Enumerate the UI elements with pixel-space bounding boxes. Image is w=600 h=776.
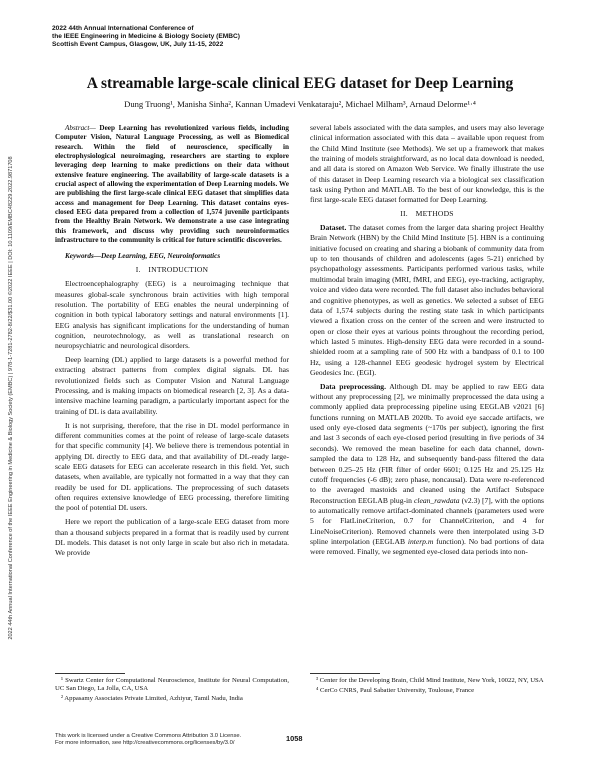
footnote: ¹ Swartz Center for Computational Neuroscience, Institute for Neural Computation, UC San Diego, La Jolla, CA, USA [55, 677, 289, 693]
paragraph-text: Although DL may be applied to raw EEG data without any preprocessing [2], we minimally preprocessed the data using a commonly applied data preprocessing pipeline using EEGLAB v2021 [6] functions running on MATLAB 2020b. To avoid eye saccade artifacts, we used only eye-closed data segments (~170s per subject), ignoring the first and last 3 seconds of each eye-closed period (resulting in five periods of 34 seconds). We removed the mean baseline for each data channel, down-sampled the data to 128 Hz, and subsequently band-pass filtered the data between 0.25–25 Hz (FIR filter of order 6601; 0.125 Hz and 25.125 Hz cutoff frequencies (-6 dB); zero phase, noncausal). Data were re-referenced to the averaged mastoids and cleaned using the Artifact Subspace Reconstruction EEGLAB plug-in [310, 381, 544, 505]
conference-header-line: 2022 44th Annual International Conference of [52, 25, 194, 32]
abstract-text: Deep Learning has revolutionized various fields, including Computer Vision, Natural Language Processing, as well as Biomedical research. Within the field of neuroscience, specifically in electrophysiological neuroimaging, researchers are starting to explore leveraging deep learning to make predictions on their data without extensive feature engineering. The availability of large-scale datasets is a crucial aspect of allowing the experimentation of Deep Learning models. We are publishing the first large-scale clinical EEG dataset that simplifies data access and management for Deep Learning. This dataset contains eyes-closed EEG data prepared from a collection of 1,574 juvenile participants from the Healthy Brain Network. We demonstrate a use case integrating this framework, and discuss why providing such neuroinformatics infrastructure to the community is critical for future scientific discoveries. [55, 124, 289, 245]
author-list: Dung Truong¹, Manisha Sinha², Kannan Umadevi Venkataraju², Michael Milham³, Arnaud Delorme¹·⁴ [124, 99, 476, 109]
footnote: ³ Center for the Developing Brain, Child Mind Institute, New York, 10022, NY, USA [316, 677, 544, 684]
paragraph-text: The dataset comes from the larger data sharing project Healthy Brain Network (HBN) by the Child Mind Institute [5]. HBN is a continuing initiative focused on creating and sharing a biobank of community data from up to ten thousands of children and adolescents (ages 5-21) enriched by psychopathology assessments. Participants performed various tasks, while multimodal brain imaging (MRI, fMRI, and EEG), eye-tracking, actigraphy, voice and video data were recorded. The full dataset also includes behavioral and cognitive phenotypes, as well as genetics. We selected a subset of EEG data of 1,574 subjects during the resting state task in which participants viewed a fixation cross on the center of the screen and were instructed to open or close their eyes at various points throughout the recording period, which lasted 5 minutes. High-density EEG data were recorded in a sound-shielded room at a sampling rate of 500 Hz with a bandpass of 0.1 to 100 Hz, using a 128-channel EEG geodesic hydrogel system by Electrical Geodesics Inc. (EGI). [310, 223, 544, 377]
paper-title: A streamable large-scale clinical EEG dataset for Deep Learning [86, 75, 514, 92]
license-line: This work is licensed under a Creative Commons Attribution 3.0 License. [55, 733, 242, 739]
paragraph-text: (v2.3) [7], with the options to automatically remove artifact-dominated channels (parameters used were 5 for FlatLineCriterion, 0.7 for ChannelCriterion, and 4 for LineNoiseCriterion). Removed channels were then interpolated using 3-D spline interpolation (EEGLAB [310, 495, 544, 546]
section-heading-introduction: I. INTRODUCTION [135, 265, 209, 275]
preprocessing-paragraph [310, 382, 544, 558]
body-paragraph: Here we report the publication of a large-scale EEG dataset from more than a thousand subjects prepared in a format that is readily used by current DL models. This dataset is not only large in scale but also rich in metadata. We provide [55, 517, 289, 558]
footnotes-right [310, 677, 544, 697]
body-paragraph: Deep learning (DL) applied to large datasets is a powerful method for extracting abstract patterns from complex digital signals. DL has revolutionized fields such as Computer Vision and Natural Language Processing, and is making impacts on biomedical research [2, 3]. As a data-intensive machine learning paradigm, a particularly important aspect for the training of DL is data availability. [55, 355, 289, 416]
paragraph-text: function). No bad portions of data were removed. Finally, we segmented eye-closed data periods into non- [310, 536, 544, 557]
section-heading-methods: II. METHODS [400, 209, 454, 219]
body-paragraph: It is not surprising, therefore, that the rise in DL model performance in different communities comes at the point of release of large-scale datasets for that specific community [4]. We believe there is tremendous potential in applying DL directly to EEG data, and that availability of DL-ready large-scale EEG datasets for EEG can accelerate research in this field. Yet, such datasets, when available, are typically not formatted in a way that they can readily be used for DL applications. The preprocessing of such datasets often requires extensive knowledge of EEG processing, therefore limiting the pool of potential DL users. [55, 420, 289, 513]
body-paragraph: Electroencephalography (EEG) is a neuroimaging technique that measures global-scale synchronous brain activities with high temporal resolution. The portability of EEG enables the neural underpinning of cognition in both typical laboratory settings and natural environments [1]. EEG analysis has significant implications for the understanding of human cognition, neurotechnology, as well as translational research on neuropsychiatric and neurological disorders. [55, 279, 289, 351]
footnotes-left [55, 677, 289, 705]
italic-term: clean_rawdata [413, 495, 460, 505]
dataset-paragraph [310, 223, 544, 378]
abstract-label: Abstract— [65, 124, 96, 132]
footnote: ² Appasamy Associates Private Limited, Azhiyur, Tamil Nadu, India [61, 695, 243, 703]
runin-heading: Dataset. [320, 223, 347, 233]
italic-term: interp.m [407, 536, 434, 546]
abstract [55, 124, 289, 245]
page-number: 1058 [286, 734, 303, 743]
left-column [55, 124, 289, 562]
keywords: Keywords—Deep Learning, EEG, Neuroinformatics [65, 252, 221, 261]
footnote-rule [55, 673, 125, 674]
body-paragraph: several labels associated with the data samples, and users may also leverage clinical information associated with this data – available upon request from the Child Mind Institute (see Methods). We set up a framework that makes the training of models straightforward, as no local data download is needed, and all data is stored on Amazon Web Service. We finally illustrate the use of this dataset in Deep Learning research via a biological sex classification task using Python and MATLAB. To the best of our knowledge, this is the first large-scale EEG dataset formatted for Deep Learning. [310, 123, 544, 205]
side-citation: 2022 44th Annual International Conference of the IEEE Engineering in Medicine & Biology Society (EMBC) | 978-1-7281-2782-8/22/$31.00 ©2022 IEEE | DOI: 10.1109/EMBC48229.2022.9871708 [8, 156, 14, 640]
footnote: ⁴ CerCo CNRS, Paul Sabatier University, Toulouse, France [316, 686, 475, 694]
conference-header-line: the IEEE Engineering in Medicine & Biology Society (EMBC) [52, 33, 240, 41]
license-notice [55, 733, 241, 747]
footnote-rule [310, 673, 380, 674]
conference-header-line: Scottish Event Campus, Glasgow, UK, July 11-15, 2022 [52, 41, 224, 49]
conference-header [52, 25, 240, 50]
runin-heading: Data preprocessing. [320, 381, 386, 391]
right-column [310, 123, 544, 561]
license-line: For more information, see http://creativecommons.org/licenses/by/3.0/ [55, 740, 235, 747]
